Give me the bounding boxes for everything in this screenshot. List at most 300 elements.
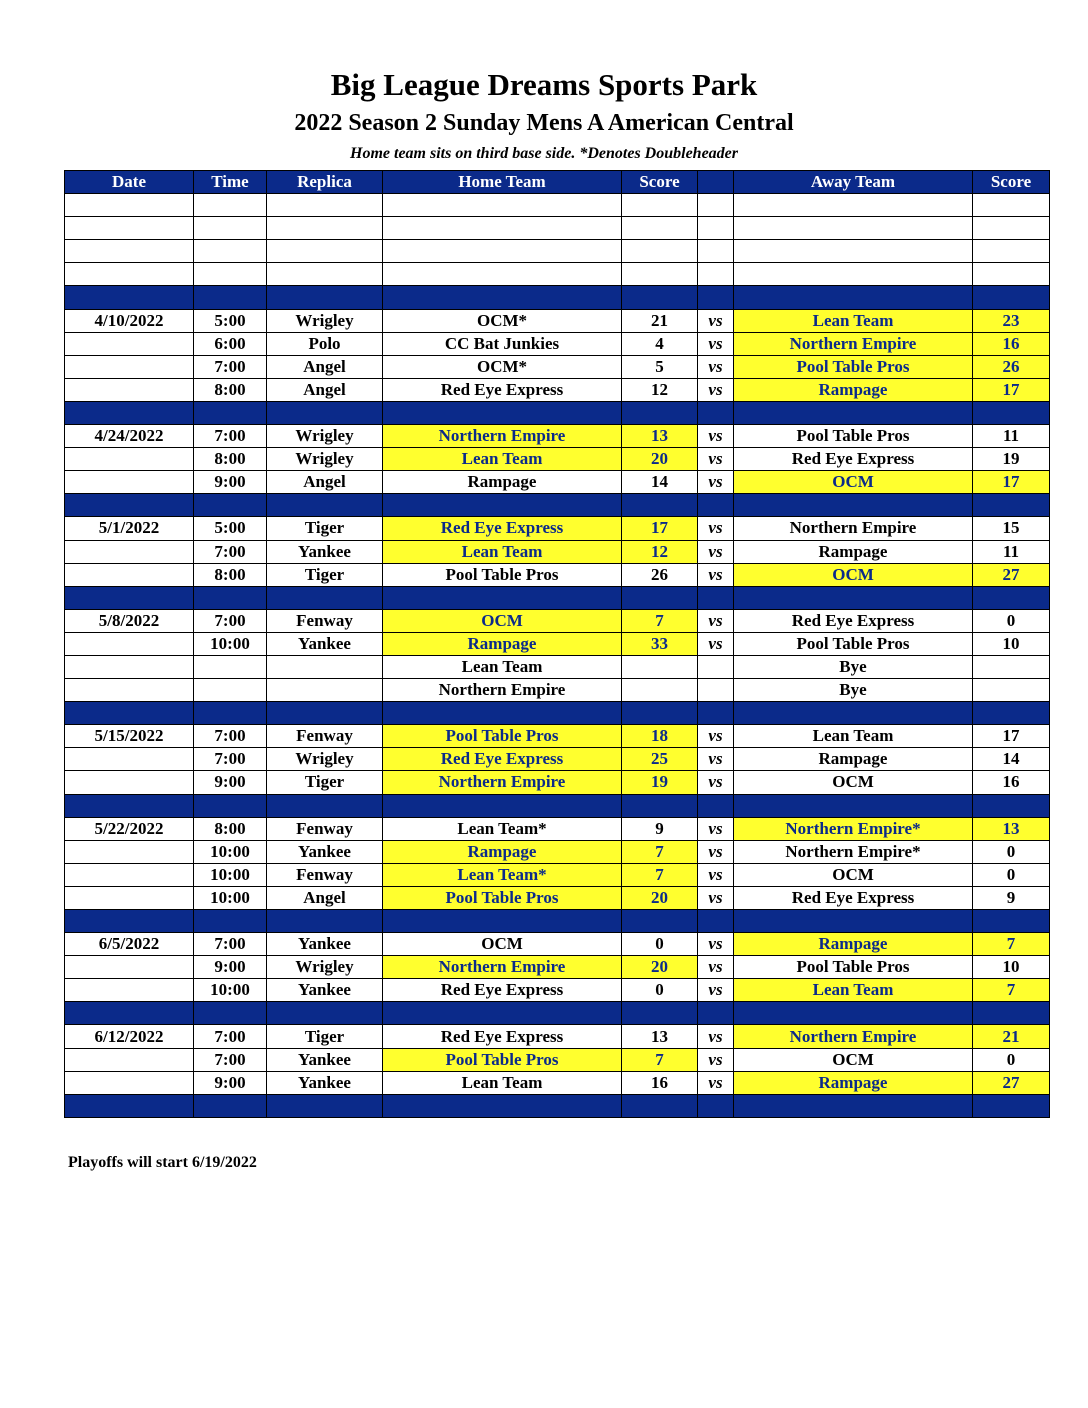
home-score-cell: [622, 263, 698, 286]
replica-cell: [267, 494, 383, 517]
game-row: [65, 425, 1050, 448]
replica-cell: Angel: [267, 471, 383, 494]
date-cell: [65, 286, 194, 309]
away-team-cell: [734, 1094, 973, 1117]
date-cell: 6/5/2022: [65, 933, 194, 956]
time-cell: [194, 910, 267, 933]
home-score-cell: [622, 1094, 698, 1117]
section-divider-row: [65, 586, 1050, 609]
date-cell: [65, 240, 194, 263]
game-row: [65, 332, 1050, 355]
time-cell: 7:00: [194, 1025, 267, 1048]
home-team-cell: [383, 586, 622, 609]
replica-cell: Yankee: [267, 1071, 383, 1094]
vs-cell: vs: [698, 840, 734, 863]
vs-cell: [698, 679, 734, 702]
game-row: [65, 378, 1050, 401]
section-divider-row: [65, 1094, 1050, 1117]
away-score-cell: 27: [973, 1071, 1050, 1094]
replica-cell: Angel: [267, 378, 383, 401]
date-cell: [65, 471, 194, 494]
away-team-cell: [734, 194, 973, 217]
replica-cell: Yankee: [267, 632, 383, 655]
date-cell: [65, 494, 194, 517]
away-score-cell: [973, 194, 1050, 217]
vs-cell: vs: [698, 979, 734, 1002]
home-score-cell: [622, 1002, 698, 1025]
home-team-cell: [383, 194, 622, 217]
away-team-cell: [734, 401, 973, 424]
time-cell: 10:00: [194, 979, 267, 1002]
schedule-note: Home team sits on third base side. *Denotes Doubleheader: [350, 145, 738, 162]
home-score-cell: [622, 401, 698, 424]
home-score-cell: 0: [622, 979, 698, 1002]
time-cell: 10:00: [194, 863, 267, 886]
home-score-cell: 5: [622, 355, 698, 378]
vs-cell: vs: [698, 425, 734, 448]
home-score-cell: 14: [622, 471, 698, 494]
date-cell: [65, 1048, 194, 1071]
away-team-cell: Red Eye Express: [734, 448, 973, 471]
home-team-cell: Lean Team*: [383, 863, 622, 886]
home-score-cell: 17: [622, 517, 698, 540]
replica-cell: [267, 240, 383, 263]
home-score-cell: [622, 286, 698, 309]
away-team-cell: Lean Team: [734, 725, 973, 748]
replica-cell: [267, 679, 383, 702]
game-row: [65, 886, 1050, 909]
away-score-cell: 15: [973, 517, 1050, 540]
game-row: [65, 309, 1050, 332]
replica-cell: [267, 401, 383, 424]
home-score-cell: 13: [622, 425, 698, 448]
time-cell: 5:00: [194, 309, 267, 332]
date-cell: [65, 886, 194, 909]
date-cell: [65, 401, 194, 424]
replica-cell: Wrigley: [267, 748, 383, 771]
away-team-cell: OCM: [734, 863, 973, 886]
away-score-cell: 13: [973, 817, 1050, 840]
vs-cell: vs: [698, 725, 734, 748]
vs-cell: vs: [698, 632, 734, 655]
away-team-cell: Lean Team: [734, 309, 973, 332]
away-score-cell: 17: [973, 725, 1050, 748]
away-score-cell: 7: [973, 933, 1050, 956]
away-score-cell: 11: [973, 425, 1050, 448]
vs-cell: [698, 910, 734, 933]
home-team-cell: Red Eye Express: [383, 517, 622, 540]
game-row: [65, 355, 1050, 378]
away-team-cell: [734, 1002, 973, 1025]
home-team-cell: Northern Empire: [383, 679, 622, 702]
time-cell: 10:00: [194, 886, 267, 909]
away-score-cell: [973, 586, 1050, 609]
away-score-cell: [973, 655, 1050, 678]
home-team-cell: Lean Team*: [383, 817, 622, 840]
away-score-cell: 10: [973, 632, 1050, 655]
home-team-cell: Lean Team: [383, 448, 622, 471]
away-team-cell: Red Eye Express: [734, 609, 973, 632]
away-score-cell: 0: [973, 840, 1050, 863]
time-cell: 8:00: [194, 448, 267, 471]
away-score-cell: 0: [973, 863, 1050, 886]
home-score-cell: 19: [622, 771, 698, 794]
home-team-cell: [383, 240, 622, 263]
home-score-cell: 20: [622, 956, 698, 979]
replica-cell: Yankee: [267, 840, 383, 863]
away-team-cell: Rampage: [734, 748, 973, 771]
date-cell: [65, 217, 194, 240]
game-row: [65, 771, 1050, 794]
table-header-row: [65, 171, 1050, 194]
section-divider-row: [65, 494, 1050, 517]
time-cell: [194, 1094, 267, 1117]
away-team-cell: Rampage: [734, 540, 973, 563]
section-divider-row: [65, 1002, 1050, 1025]
date-cell: [65, 194, 194, 217]
away-team-cell: Pool Table Pros: [734, 632, 973, 655]
replica-cell: Fenway: [267, 609, 383, 632]
home-team-cell: [383, 263, 622, 286]
vs-cell: vs: [698, 748, 734, 771]
time-cell: [194, 286, 267, 309]
home-score-cell: [622, 910, 698, 933]
date-cell: 4/24/2022: [65, 425, 194, 448]
home-team-cell: OCM*: [383, 309, 622, 332]
header-date: Date: [65, 171, 194, 194]
game-row: [65, 540, 1050, 563]
home-team-cell: Rampage: [383, 840, 622, 863]
time-cell: 8:00: [194, 817, 267, 840]
home-team-cell: Lean Team: [383, 655, 622, 678]
away-score-cell: [973, 401, 1050, 424]
vs-cell: vs: [698, 448, 734, 471]
home-team-cell: Northern Empire: [383, 771, 622, 794]
vs-cell: vs: [698, 332, 734, 355]
date-cell: [65, 563, 194, 586]
time-cell: 7:00: [194, 748, 267, 771]
replica-cell: Yankee: [267, 1048, 383, 1071]
away-team-cell: Rampage: [734, 378, 973, 401]
away-team-cell: Rampage: [734, 1071, 973, 1094]
home-score-cell: 12: [622, 540, 698, 563]
replica-cell: [267, 794, 383, 817]
time-cell: 7:00: [194, 933, 267, 956]
home-team-cell: [383, 1094, 622, 1117]
time-cell: [194, 586, 267, 609]
home-team-cell: Rampage: [383, 632, 622, 655]
home-score-cell: 26: [622, 563, 698, 586]
replica-cell: Yankee: [267, 979, 383, 1002]
game-row: [65, 471, 1050, 494]
replica-cell: [267, 286, 383, 309]
home-team-cell: CC Bat Junkies: [383, 332, 622, 355]
replica-cell: Polo: [267, 332, 383, 355]
away-score-cell: [973, 794, 1050, 817]
schedule-body: [65, 194, 1050, 1118]
time-cell: 5:00: [194, 517, 267, 540]
away-score-cell: 17: [973, 378, 1050, 401]
away-score-cell: 14: [973, 748, 1050, 771]
away-team-cell: Rampage: [734, 933, 973, 956]
away-team-cell: [734, 217, 973, 240]
vs-cell: vs: [698, 863, 734, 886]
header-replica: Replica: [267, 171, 383, 194]
away-team-cell: [734, 910, 973, 933]
time-cell: 9:00: [194, 771, 267, 794]
away-score-cell: [973, 286, 1050, 309]
home-score-cell: 7: [622, 840, 698, 863]
date-cell: [65, 632, 194, 655]
away-score-cell: 26: [973, 355, 1050, 378]
date-cell: 6/12/2022: [65, 1025, 194, 1048]
time-cell: 7:00: [194, 425, 267, 448]
away-score-cell: 7: [973, 979, 1050, 1002]
vs-cell: [698, 494, 734, 517]
away-team-cell: [734, 240, 973, 263]
date-cell: [65, 332, 194, 355]
replica-cell: [267, 1002, 383, 1025]
date-cell: 5/22/2022: [65, 817, 194, 840]
vs-cell: vs: [698, 540, 734, 563]
replica-cell: Tiger: [267, 563, 383, 586]
header-away-team: Away Team: [734, 171, 973, 194]
away-score-cell: 21: [973, 1025, 1050, 1048]
vs-cell: vs: [698, 933, 734, 956]
empty-row: [65, 240, 1050, 263]
vs-cell: [698, 401, 734, 424]
home-team-cell: [383, 401, 622, 424]
away-team-cell: Northern Empire: [734, 1025, 973, 1048]
home-score-cell: [622, 655, 698, 678]
game-row: [65, 1048, 1050, 1071]
away-score-cell: 23: [973, 309, 1050, 332]
date-cell: [65, 910, 194, 933]
home-score-cell: 9: [622, 817, 698, 840]
away-score-cell: [973, 494, 1050, 517]
away-team-cell: [734, 286, 973, 309]
date-cell: [65, 863, 194, 886]
time-cell: [194, 702, 267, 725]
replica-cell: Yankee: [267, 933, 383, 956]
vs-cell: vs: [698, 956, 734, 979]
time-cell: 7:00: [194, 540, 267, 563]
replica-cell: Tiger: [267, 517, 383, 540]
replica-cell: Fenway: [267, 725, 383, 748]
game-row: [65, 933, 1050, 956]
replica-cell: [267, 194, 383, 217]
away-score-cell: 11: [973, 540, 1050, 563]
time-cell: 9:00: [194, 471, 267, 494]
date-cell: [65, 355, 194, 378]
away-team-cell: Northern Empire*: [734, 840, 973, 863]
game-row: [65, 609, 1050, 632]
header-away-score: Score: [973, 171, 1050, 194]
home-team-cell: [383, 910, 622, 933]
vs-cell: vs: [698, 817, 734, 840]
replica-cell: [267, 655, 383, 678]
home-team-cell: Northern Empire: [383, 425, 622, 448]
replica-cell: Angel: [267, 886, 383, 909]
away-team-cell: [734, 494, 973, 517]
away-team-cell: Bye: [734, 655, 973, 678]
home-score-cell: [622, 194, 698, 217]
date-cell: 4/10/2022: [65, 309, 194, 332]
home-team-cell: OCM*: [383, 355, 622, 378]
home-team-cell: OCM: [383, 609, 622, 632]
header-home-team: Home Team: [383, 171, 622, 194]
game-row: [65, 956, 1050, 979]
home-score-cell: 25: [622, 748, 698, 771]
home-score-cell: 4: [622, 332, 698, 355]
away-score-cell: 0: [973, 609, 1050, 632]
time-cell: [194, 240, 267, 263]
date-cell: [65, 540, 194, 563]
date-cell: [65, 748, 194, 771]
game-row: [65, 632, 1050, 655]
vs-cell: [698, 240, 734, 263]
date-cell: [65, 586, 194, 609]
replica-cell: [267, 263, 383, 286]
home-score-cell: 12: [622, 378, 698, 401]
time-cell: 10:00: [194, 840, 267, 863]
away-score-cell: [973, 679, 1050, 702]
away-team-cell: Pool Table Pros: [734, 355, 973, 378]
date-cell: [65, 956, 194, 979]
game-row: [65, 979, 1050, 1002]
header-vs: [698, 171, 734, 194]
away-score-cell: [973, 1094, 1050, 1117]
vs-cell: [698, 586, 734, 609]
away-score-cell: [973, 240, 1050, 263]
away-team-cell: [734, 263, 973, 286]
away-team-cell: OCM: [734, 771, 973, 794]
replica-cell: [267, 910, 383, 933]
header-home-score: Score: [622, 171, 698, 194]
section-divider-row: [65, 910, 1050, 933]
schedule-table: [64, 170, 1050, 1118]
page-title: Big League Dreams Sports Park: [330, 67, 758, 102]
away-team-cell: Pool Table Pros: [734, 956, 973, 979]
time-cell: 7:00: [194, 609, 267, 632]
vs-cell: [698, 1002, 734, 1025]
time-cell: [194, 679, 267, 702]
replica-cell: [267, 1094, 383, 1117]
game-row: [65, 679, 1050, 702]
date-cell: 5/15/2022: [65, 725, 194, 748]
game-row: [65, 840, 1050, 863]
home-team-cell: [383, 702, 622, 725]
home-score-cell: 20: [622, 448, 698, 471]
home-score-cell: [622, 679, 698, 702]
time-cell: [194, 401, 267, 424]
vs-cell: vs: [698, 886, 734, 909]
time-cell: 10:00: [194, 632, 267, 655]
section-divider-row: [65, 401, 1050, 424]
home-team-cell: Red Eye Express: [383, 378, 622, 401]
date-cell: 5/1/2022: [65, 517, 194, 540]
vs-cell: vs: [698, 1071, 734, 1094]
home-team-cell: [383, 1002, 622, 1025]
away-team-cell: Northern Empire: [734, 332, 973, 355]
time-cell: [194, 194, 267, 217]
away-team-cell: OCM: [734, 471, 973, 494]
vs-cell: vs: [698, 517, 734, 540]
game-row: [65, 448, 1050, 471]
date-cell: [65, 1071, 194, 1094]
home-score-cell: 7: [622, 863, 698, 886]
away-score-cell: 27: [973, 563, 1050, 586]
away-team-cell: OCM: [734, 563, 973, 586]
time-cell: [194, 655, 267, 678]
vs-cell: vs: [698, 471, 734, 494]
vs-cell: [698, 263, 734, 286]
time-cell: 6:00: [194, 332, 267, 355]
time-cell: 9:00: [194, 1071, 267, 1094]
date-cell: [65, 263, 194, 286]
game-row: [65, 817, 1050, 840]
away-team-cell: OCM: [734, 1048, 973, 1071]
home-team-cell: Lean Team: [383, 1071, 622, 1094]
away-team-cell: [734, 794, 973, 817]
home-team-cell: OCM: [383, 933, 622, 956]
home-score-cell: [622, 494, 698, 517]
date-cell: [65, 979, 194, 1002]
away-score-cell: 0: [973, 1048, 1050, 1071]
game-row: [65, 563, 1050, 586]
replica-cell: Yankee: [267, 540, 383, 563]
away-score-cell: [973, 217, 1050, 240]
time-cell: [194, 1002, 267, 1025]
away-score-cell: 10: [973, 956, 1050, 979]
empty-row: [65, 263, 1050, 286]
time-cell: [194, 217, 267, 240]
date-cell: [65, 794, 194, 817]
home-score-cell: [622, 794, 698, 817]
section-divider-row: [65, 286, 1050, 309]
replica-cell: Wrigley: [267, 309, 383, 332]
away-team-cell: Bye: [734, 679, 973, 702]
away-team-cell: [734, 586, 973, 609]
home-team-cell: Pool Table Pros: [383, 1048, 622, 1071]
time-cell: [194, 263, 267, 286]
game-row: [65, 863, 1050, 886]
date-cell: [65, 702, 194, 725]
home-score-cell: [622, 702, 698, 725]
playoffs-note: Playoffs will start 6/19/2022: [68, 1154, 257, 1171]
home-score-cell: 18: [622, 725, 698, 748]
home-team-cell: Rampage: [383, 471, 622, 494]
home-team-cell: Pool Table Pros: [383, 725, 622, 748]
game-row: [65, 1025, 1050, 1048]
time-cell: 9:00: [194, 956, 267, 979]
date-cell: [65, 1002, 194, 1025]
vs-cell: vs: [698, 1048, 734, 1071]
replica-cell: Fenway: [267, 817, 383, 840]
vs-cell: [698, 217, 734, 240]
vs-cell: [698, 194, 734, 217]
away-score-cell: [973, 702, 1050, 725]
home-score-cell: 16: [622, 1071, 698, 1094]
away-team-cell: [734, 702, 973, 725]
home-score-cell: [622, 217, 698, 240]
home-score-cell: 0: [622, 933, 698, 956]
away-team-cell: Lean Team: [734, 979, 973, 1002]
home-team-cell: Red Eye Express: [383, 979, 622, 1002]
page-subtitle: 2022 Season 2 Sunday Mens A American Central: [294, 110, 794, 136]
section-divider-row: [65, 702, 1050, 725]
home-score-cell: 33: [622, 632, 698, 655]
